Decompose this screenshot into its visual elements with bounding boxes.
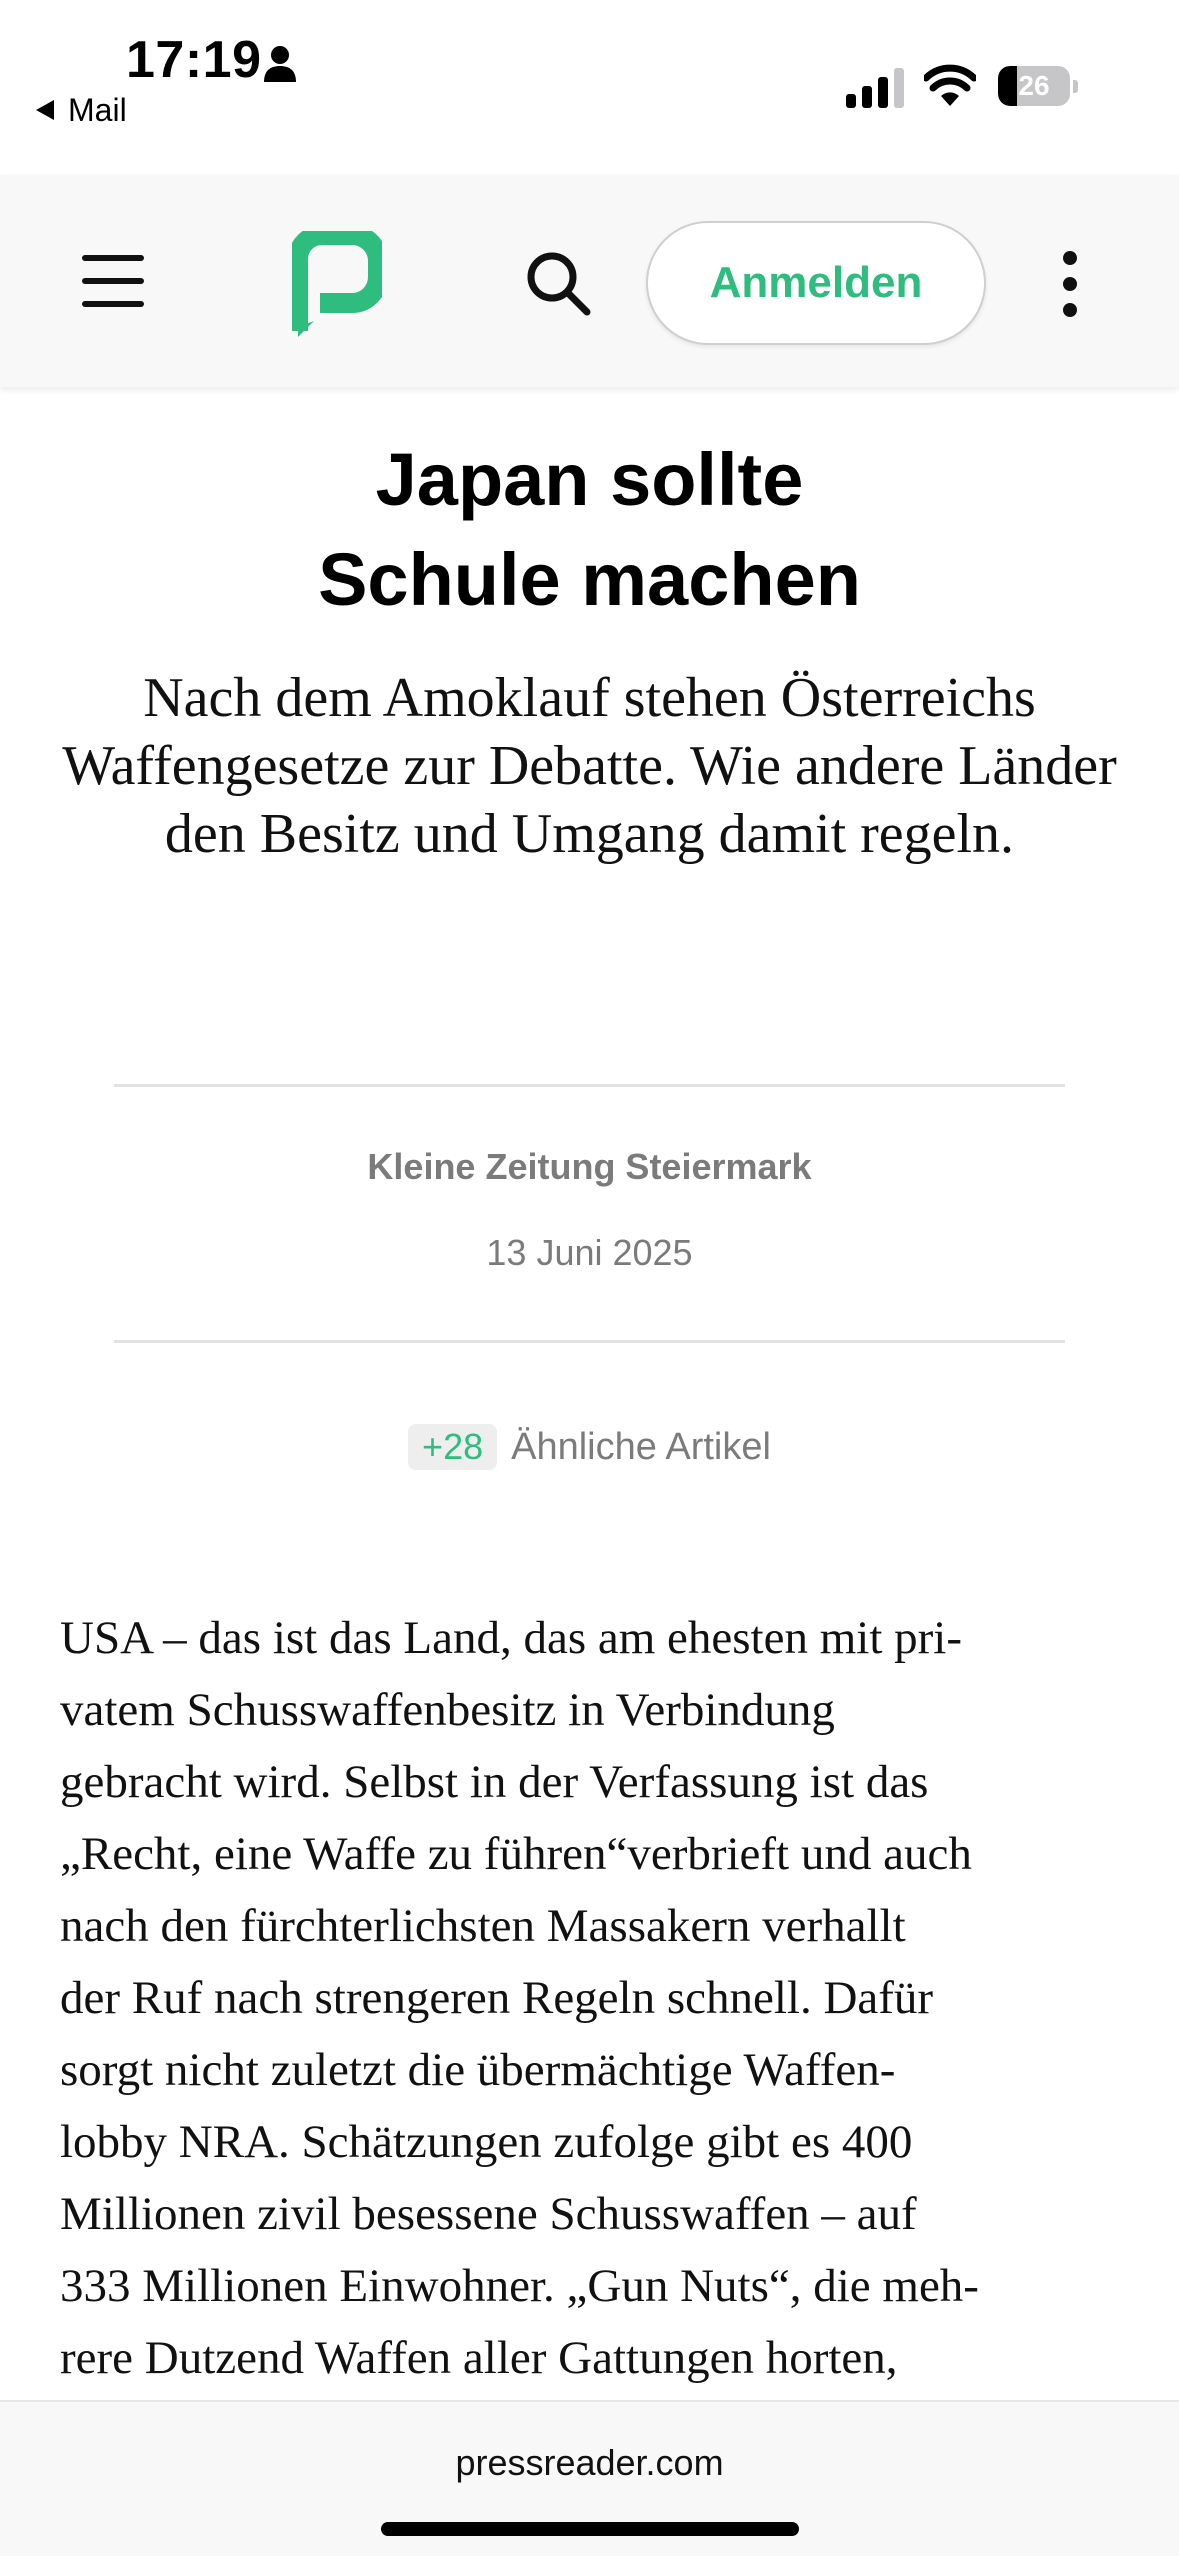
- status-time: 17:19: [126, 31, 262, 89]
- home-indicator[interactable]: [381, 2522, 799, 2536]
- login-button[interactable]: Anmelden: [646, 221, 986, 345]
- back-to-mail-link[interactable]: [36, 92, 127, 129]
- related-articles-link[interactable]: [0, 1424, 1179, 1470]
- article-headline: [60, 430, 1119, 630]
- app-header: [0, 175, 1179, 387]
- pressreader-logo-icon[interactable]: [292, 231, 382, 337]
- status-bar: [0, 0, 1179, 175]
- body-line: rere Dutzend Waffen aller Gattungen horten,: [60, 2332, 898, 2384]
- body-line: gebracht wird. Selbst in der Verfassung ist das: [60, 1756, 929, 1808]
- footer-domain[interactable]: pressreader.com: [455, 2442, 724, 2483]
- body-line: „Recht, eine Waffe zu führen“verbrieft und auch: [60, 1828, 972, 1880]
- back-triangle-icon: [36, 100, 54, 120]
- battery-icon: [998, 66, 1078, 106]
- battery-level: 26: [1018, 70, 1050, 101]
- divider: [114, 1340, 1065, 1343]
- headline-line: Japan sollte: [375, 438, 804, 521]
- body-line: Millionen zivil besessene Schusswaffen – auf: [60, 2188, 917, 2240]
- body-line: vatem Schusswaffenbesitz in Verbindung: [60, 1684, 835, 1736]
- hamburger-menu-icon[interactable]: [82, 255, 144, 307]
- divider: [114, 1084, 1065, 1087]
- back-label: Mail: [68, 92, 127, 128]
- browser-footer: [0, 2400, 1179, 2556]
- body-line: 333 Millionen Einwohner. „Gun Nuts“, die meh-: [60, 2260, 979, 2312]
- body-line: lobby NRA. Schätzungen zufolge gibt es 400: [60, 2116, 913, 2168]
- body-line: der Ruf nach strengeren Regeln schnell. Dafür: [60, 1972, 934, 2024]
- signal-icon: [846, 68, 906, 108]
- more-vertical-icon[interactable]: [1060, 251, 1080, 317]
- body-line: nach den fürchterlichsten Massakern verhallt: [60, 1900, 906, 1952]
- related-count-badge: +28: [408, 1424, 497, 1470]
- article-date: 13 Juni 2025: [486, 1232, 693, 1273]
- wifi-icon: [924, 62, 976, 108]
- body-line: USA – das ist das Land, das am ehesten mit pri-: [60, 1612, 962, 1664]
- related-label: Ähnliche Artikel: [511, 1426, 771, 1468]
- person-icon: [262, 44, 298, 84]
- article-subhead: Nach dem Amoklauf stehen Österreichs Waffengesetze zur Debatte. Wie andere Länder den Besitz und Umgang damit regeln.: [62, 667, 1117, 865]
- search-icon[interactable]: [524, 249, 592, 317]
- article-body: [60, 1602, 1130, 2394]
- article-source[interactable]: Kleine Zeitung Steiermark: [367, 1146, 812, 1187]
- headline-line: Schule machen: [318, 538, 861, 621]
- body-line: sorgt nicht zuletzt die übermächtige Waffen-: [60, 2044, 896, 2096]
